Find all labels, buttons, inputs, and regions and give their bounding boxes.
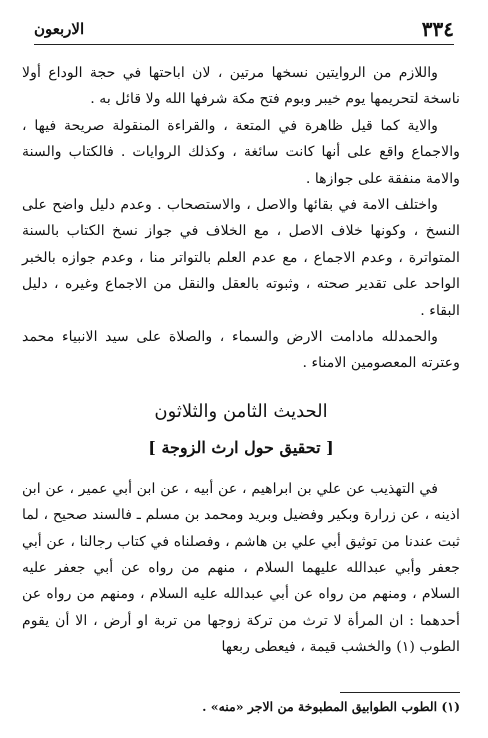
section-subheading: [ تحقيق حول ارث الزوجة ] [148,438,334,458]
page-number: ٣٣٤ [421,17,454,41]
page-body [22,60,460,661]
book-title: الاربعون [34,20,85,38]
paragraph: واللازم من الروايتين نسخها مرتين ، لان اباحتها في حجة الوداع أولا ناسخة لتحريمها يوم خيبر وبوم فتح مكة شرفها الله ولا قائل به . [22,65,460,108]
footnote [22,692,460,714]
footnote-divider [340,692,460,693]
footnote-text: (١) الطوب الطوابيق المطبوخة من الاجر «منه» . [202,699,460,714]
paragraph: في التهذيب عن علي بن ابراهيم ، عن أبيه ، عن ابن أبي عمير ، عن ابن اذينه ، عن زرارة وبكير وفضيل وبريد ومحمد بن مسلم ـ فالسند صحيح ، لما ثبت عندنا من توثيق أبي علي بن هاشم ، وفصلناه في كتاب رجالنا ، عن أبي جعفر وأبي عبدالله عليهما السلام ، منهم من رواه عن أبي جعفر عليه السلام ، ومنهم من رواه عن أبي عبدالله عليه السلام ، ومنهم من رواه عن أحدهما : ان المرأة لا ترث من تركة زوجها من تربة او أرض ، الا أن يقوم الطوب (١) والخشب قيمة ، فيعطى ربعها [22,480,460,656]
paragraph: والحمدلله مادامت الارض والسماء ، والصلاة على سيد الانبياء محمد وعترته المعصومين الامناء . [22,329,460,372]
paragraph: والاية كما قيل ظاهرة في المتعة ، والقراءة المنقولة صريحة فيها ، والاجماع واقع على أنها كانت سائغة ، وكذلك الروايات . فالكتاب والسنة والامة منفقة على جوازها . [22,117,460,187]
paragraph: واختلف الامة في بقائها والاصل ، والاستصحاب . وعدم دليل واضح على النسخ ، وكونها خلاف الاصل ، مع الخلاف في جواز نسخ الكتاب بالسنة المتواترة ، وعدم الاجماع ، مع عدم العلم بالتواتر منا ، وعدم جوازه بالخبر الواحد على تقدير صحته ، وثبوته بالعقل والنقل من الاجماع وغيره ، دليل البقاء . [22,197,460,319]
section-heading: الحديث الثامن والثلاثون [154,400,328,422]
page-header [34,14,454,45]
